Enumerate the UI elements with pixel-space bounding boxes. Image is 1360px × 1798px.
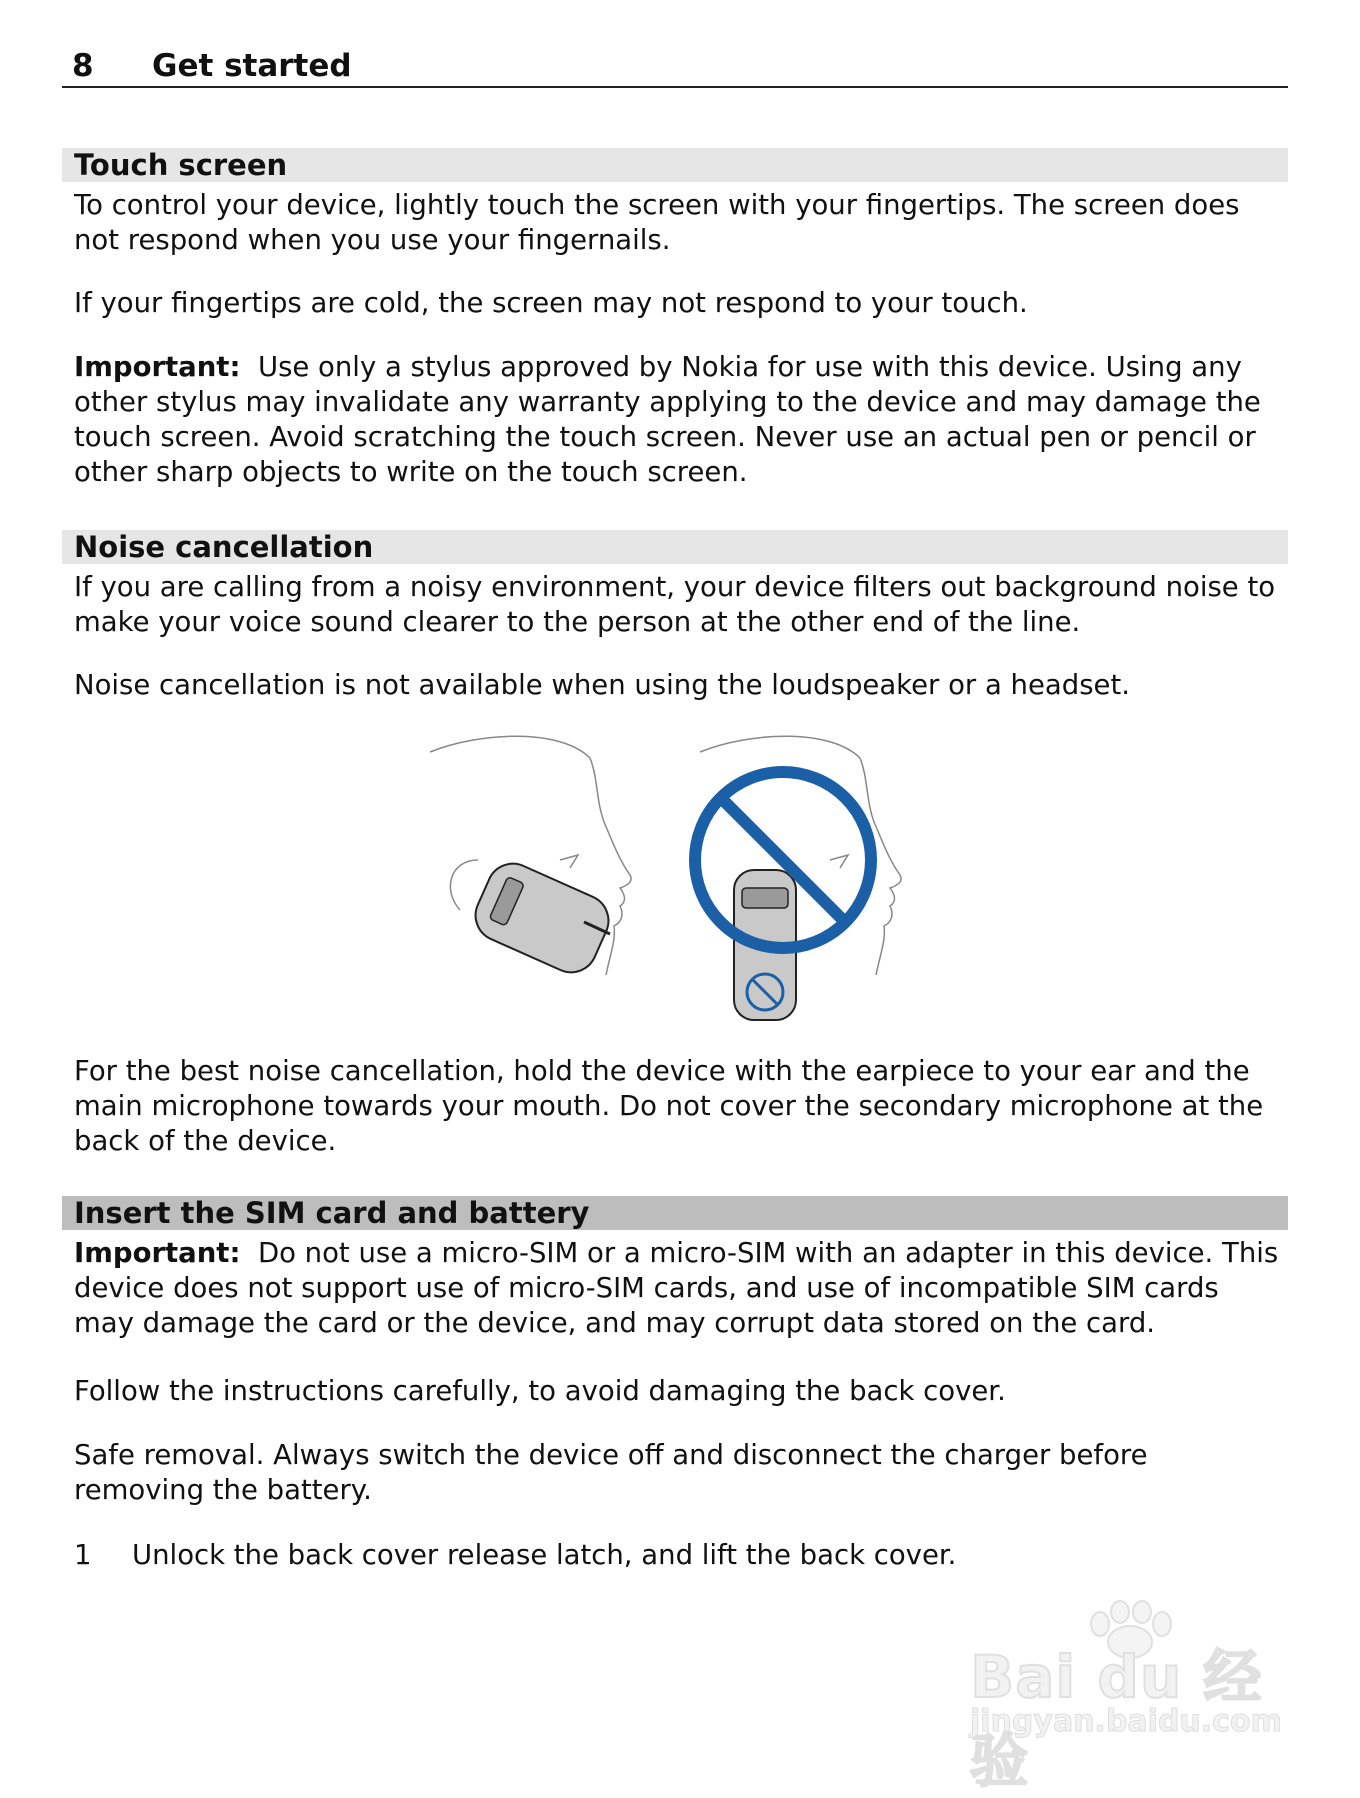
- step-item: [74, 1538, 1274, 1573]
- sim-battery-paragraph-1: Follow the instructions carefully, to avoid damaging the back cover.: [74, 1375, 1006, 1407]
- section-heading-noise-cancellation: Noise cancellation: [62, 530, 1288, 564]
- phone-body-left: [467, 855, 616, 980]
- ear-left: [450, 860, 478, 910]
- section-heading-sim-battery: Insert the SIM card and battery: [62, 1196, 1288, 1230]
- sim-battery-important-note: [74, 1236, 1286, 1341]
- correct-hold-figure: [430, 736, 631, 980]
- step-number: 1: [74, 1539, 92, 1571]
- step-text: Unlock the back cover release latch, and lift the back cover.: [132, 1539, 957, 1571]
- phone-holding-illustration: [420, 730, 940, 1030]
- section-heading-touch-screen: Touch screen: [62, 148, 1288, 182]
- noise-cancellation-paragraph-3: For the best noise cancellation, hold the device with the earpiece to your ear and the main microphone towards your mouth. Do not cover the secondary microphone at the back of the device.: [74, 1055, 1264, 1157]
- sim-battery-paragraph-2: Safe removal. Always switch the device off and disconnect the charger before removing the battery.: [74, 1439, 1148, 1506]
- baidu-watermark: [960, 1600, 1300, 1795]
- important-text: Do not use a micro-SIM or a micro-SIM with an adapter in this device. This device does not support use of micro-SIM cards, and use of incompatible SIM cards may damage the card or the device, and may corrupt data stored on the card.: [74, 1237, 1279, 1339]
- page-number: 8: [72, 48, 94, 84]
- important-label: Important:: [74, 1237, 241, 1269]
- chapter-title: Get started: [152, 48, 352, 84]
- important-label: Important:: [74, 351, 241, 383]
- eye-right: [830, 855, 848, 868]
- watermark-url: jingyan.baidu.com: [970, 1704, 1282, 1739]
- noise-cancellation-paragraph-2: Noise cancellation is not available when using the loudspeaker or a headset.: [74, 669, 1130, 701]
- touch-screen-paragraph-2: If your fingertips are cold, the screen may not respond to your touch.: [74, 287, 1028, 319]
- incorrect-hold-figure: [695, 736, 901, 1020]
- phone-earpiece-right: [742, 888, 788, 908]
- touch-screen-paragraph-1: To control your device, lightly touch the screen with your fingertips. The screen does not respond when you use your fingernails.: [74, 189, 1240, 256]
- noise-cancellation-paragraph-1: If you are calling from a noisy environment, your device filters out background noise to make your voice sound clearer to the person at the other end of the line.: [74, 571, 1276, 638]
- watermark-brand: Bai du 经验: [970, 1643, 1263, 1795]
- eye-left: [560, 855, 578, 868]
- important-text: Use only a stylus approved by Nokia for use with this device. Using any other stylus may invalidate any warranty applying to the device and may damage the touch screen. Avoid scratching the touch screen. Never use an actual pen or pencil or other sharp objects to write on the touch screen.: [74, 351, 1261, 488]
- page-header: [62, 44, 1288, 88]
- touch-screen-important-note: [74, 350, 1286, 490]
